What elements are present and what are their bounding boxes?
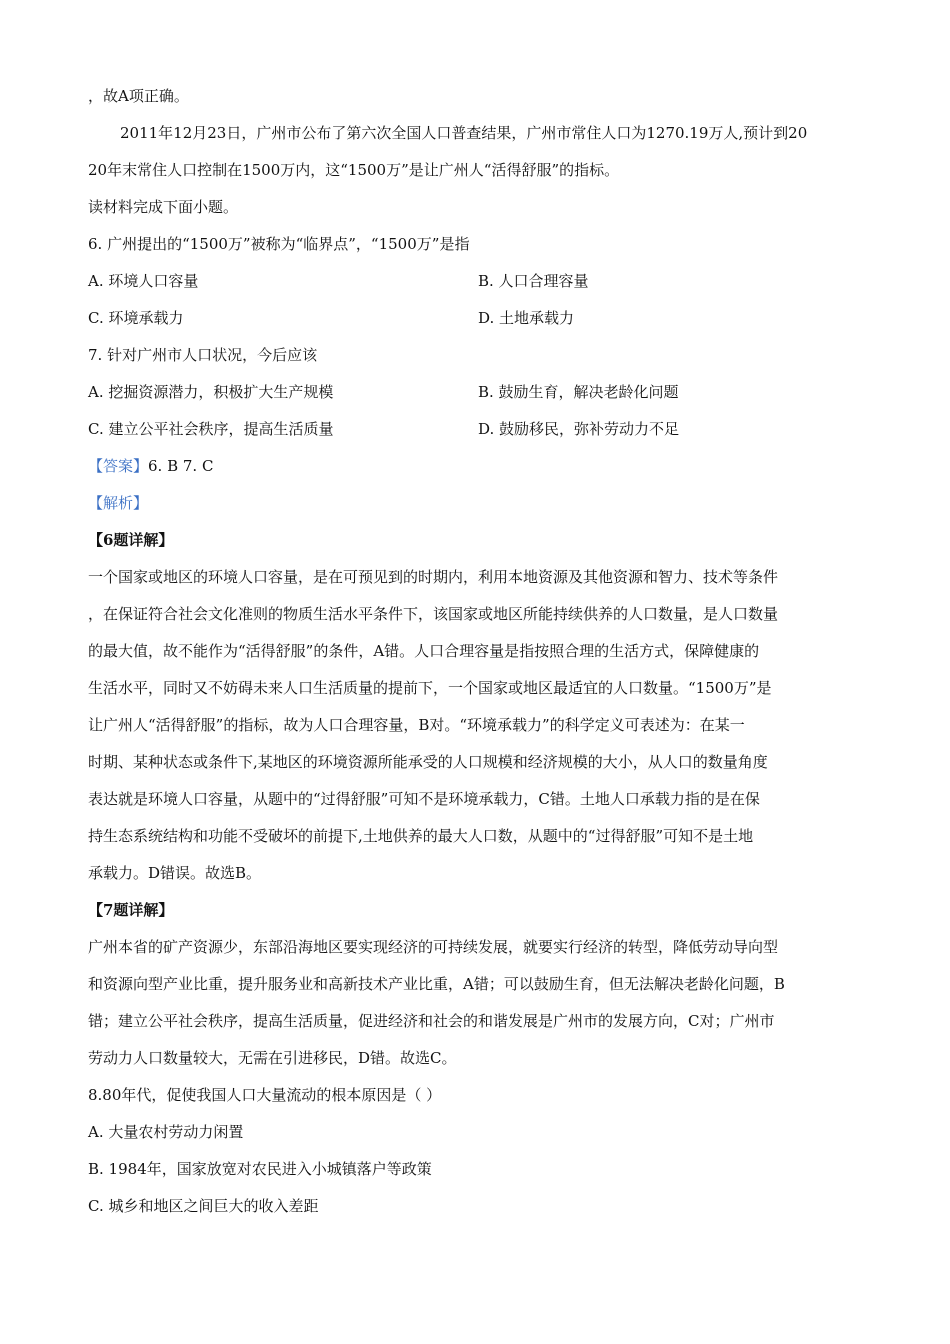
q7-option-c: C. 建立公平社会秩序，提高生活质量	[88, 420, 334, 438]
answer-label: 【答案】	[88, 457, 149, 475]
question-6-options-row-1	[88, 263, 868, 300]
q6-option-a: A. 环境人口容量	[88, 272, 199, 290]
detail-7-line: 和资源向型产业比重，提升服务业和高新技术产业比重，A错；可以鼓励生育，但无法解决老龄化问题，B	[88, 975, 785, 993]
q6-option-d: D. 土地承载力	[478, 309, 575, 327]
intro-line-1: 2011年12月23日，广州市公布了第六次全国人口普查结果，广州市常住人口为1270.19万人,预计到20	[120, 124, 808, 142]
detail-7-line: 广州本省的矿产资源少，东部沿海地区要实现经济的可持续发展，就要实行经济的转型，降低劳动导向型	[88, 938, 779, 956]
detail-6-line: 的最大值，故不能作为“活得舒服”的条件，A错。人口合理容量是指按照合理的生活方式，保障健康的	[88, 642, 760, 660]
question-8-stem: 8.80年代，促使我国人口大量流动的根本原因是（ ）	[88, 1086, 442, 1104]
q6-option-c: C. 环境承载力	[88, 309, 184, 327]
detail-6-line: 生活水平，同时又不妨碍未来人口生活质量的提前下，一个国家或地区最适宜的人口数量。“1500万”是	[88, 679, 772, 697]
q8-option-b: B. 1984年，国家放宽对农民进入小城镇落户等政策	[88, 1160, 432, 1178]
q8-option-c: C. 城乡和地区之间巨大的收入差距	[88, 1197, 319, 1215]
analysis-label: 【解析】	[88, 494, 149, 512]
question-6-stem: 6. 广州提出的“1500万”被称为“临界点”，“1500万”是指	[88, 235, 470, 253]
reading-instruction: 读材料完成下面小题。	[88, 198, 239, 216]
detail-6-line: 承载力。D错误。故选B。	[88, 864, 262, 882]
detail-7-line: 错；建立公平社会秩序，提高生活质量，促进经济和社会的和谐发展是广州市的发展方向，C对；广州市	[88, 1012, 775, 1030]
intro-line-2: 20年末常住人口控制在1500万内，这“1500万”是让广州人“活得舒服”的指标。	[88, 161, 620, 179]
q6-option-b: B. 人口合理容量	[478, 272, 589, 290]
detail-6-line: ，在保证符合社会文化准则的物质生活水平条件下，该国家或地区所能持续供养的人口数量，是人口数量	[88, 605, 779, 623]
question-7-options-row-2	[88, 411, 868, 448]
detail-6-line: 一个国家或地区的环境人口容量，是在可预见到的时期内，利用本地资源及其他资源和智力、技术等条件	[88, 568, 779, 586]
detail-7-label: 【7题详解】	[88, 901, 174, 919]
detail-6-line: 时期、某种状态或条件下,某地区的环境资源所能承受的人口规模和经济规模的大小，从人口的数量角度	[88, 753, 768, 771]
question-7-stem: 7. 针对广州市人口状况，今后应该	[88, 346, 318, 364]
detail-6-line: 让广州人“活得舒服”的指标，故为人口合理容量，B对。“环境承载力”的科学定义可表述为：在某一	[88, 716, 745, 734]
q8-option-a: A. 大量农村劳动力闲置	[88, 1123, 244, 1141]
question-6-options-row-2	[88, 300, 868, 337]
document-page	[88, 78, 868, 1225]
question-7-options-row-1	[88, 374, 868, 411]
previous-answer-tail: ，故A项正确。	[88, 87, 189, 105]
detail-6-line: 持生态系统结构和功能不受破坏的前提下,土地供养的最大人口数，从题中的“过得舒服”可知不是土地	[88, 827, 754, 845]
answer-line	[88, 448, 868, 485]
detail-7-line: 劳动力人口数量较大，无需在引进移民，D错。故选C。	[88, 1049, 457, 1067]
q7-option-d: D. 鼓励移民，弥补劳动力不足	[478, 420, 680, 438]
detail-6-line: 表达就是环境人口容量，从题中的“过得舒服”可知不是环境承载力，C错。土地人口承载力指的是在保	[88, 790, 760, 808]
detail-6-label: 【6题详解】	[88, 531, 174, 549]
q7-option-a: A. 挖掘资源潜力，积极扩大生产规模	[88, 383, 334, 401]
q7-option-b: B. 鼓励生育，解决老龄化问题	[478, 383, 679, 401]
answer-text: 6. B 7. C	[148, 457, 214, 475]
